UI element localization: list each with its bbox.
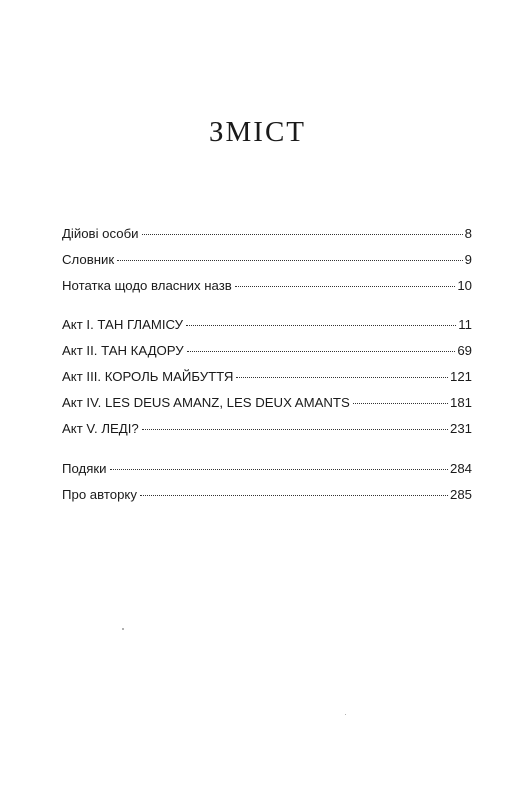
toc-entry-label: Акт ІІ. ТАН КАДОРУ	[62, 343, 184, 358]
dot-leader	[187, 351, 456, 352]
dot-leader	[235, 286, 456, 287]
toc-entry-label: Дійові особи	[62, 226, 139, 241]
page-title: ЗМІСТ	[208, 116, 307, 148]
dot-leader	[142, 429, 448, 430]
dot-leader	[236, 377, 448, 378]
toc-entry-page: 10	[457, 278, 472, 293]
toc-entry-page: 9	[464, 252, 472, 267]
toc-entry	[62, 247, 472, 273]
toc-entry-page: 69	[457, 343, 472, 358]
toc-entry	[62, 482, 472, 508]
toc-entry-page: 181	[449, 395, 472, 410]
dot-leader	[353, 403, 448, 404]
toc-entry-label: Про авторку	[62, 487, 137, 502]
toc-entry-label: Словник	[62, 252, 115, 267]
toc-entry-page: 285	[449, 487, 472, 502]
toc-entry	[62, 221, 472, 247]
toc-entry-label: Подяки	[62, 461, 107, 476]
dot-leader	[186, 325, 456, 326]
toc-entry	[62, 416, 472, 442]
dot-leader	[110, 469, 448, 470]
toc-entry-label: Акт V. ЛЕДІ?	[62, 421, 139, 436]
toc-entry-label: Нотатка щодо власних назв	[62, 278, 232, 293]
toc-group-acts	[62, 312, 472, 442]
toc-group-front-matter	[62, 221, 472, 299]
toc-entry	[62, 456, 472, 482]
toc-entry-label: Акт IV. LES DEUS AMANZ, LES DEUX AMANTS	[62, 395, 350, 410]
toc-entry-page: 11	[458, 317, 472, 332]
toc-entry-page: 231	[449, 421, 472, 436]
toc-entry-page: 284	[449, 461, 472, 476]
toc-entry	[62, 390, 472, 416]
paper-speck	[122, 628, 124, 630]
toc-entry-page: 121	[449, 369, 472, 384]
toc-entry	[62, 338, 472, 364]
toc-entry	[62, 273, 472, 299]
dot-leader	[117, 260, 463, 261]
toc-entry-label: Акт ІІІ. КОРОЛЬ МАЙБУТТЯ	[62, 369, 234, 384]
paper-speck	[345, 714, 346, 715]
toc-entry-label: Акт І. ТАН ГЛАМІСУ	[62, 317, 183, 332]
toc-entry	[62, 364, 472, 390]
toc-entry-page: 8	[464, 226, 472, 241]
toc-entry	[62, 312, 472, 338]
toc-group-back-matter	[62, 456, 472, 508]
dot-leader	[140, 495, 448, 496]
dot-leader	[142, 234, 463, 235]
